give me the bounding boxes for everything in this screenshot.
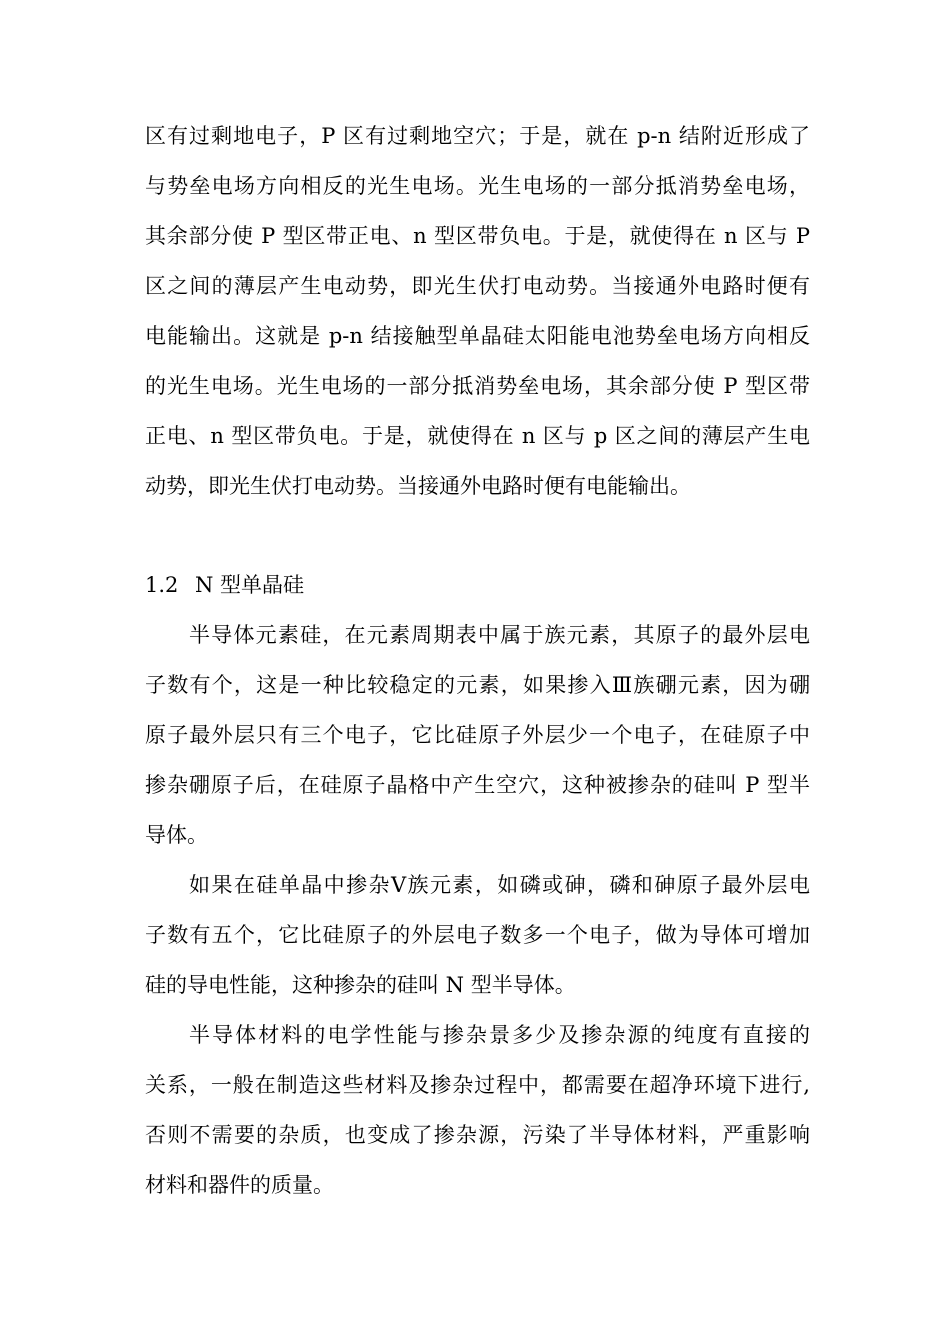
text-line: 如果在硅单晶中掺杂Ⅴ族元素，如磷或砷，磷和砷原子最外层电 — [189, 873, 810, 897]
text-line: 半导体元素硅，在元素周期表中属于族元素，其原子的最外层电 — [189, 623, 810, 647]
text-line: 子数有个，这是一种比较稳定的元素，如果掺入Ⅲ族硼元素，因为硼 — [145, 673, 810, 697]
text-line: 的光生电场。光生电场的一部分抵消势垒电场，其余部分使 P 型区带 — [145, 374, 810, 398]
text-line: 与势垒电场方向相反的光生电场。光生电场的一部分抵消势垒电场， — [145, 174, 810, 198]
section-heading — [145, 560, 304, 610]
text-line: 导体。 — [145, 823, 208, 847]
text-line: 关系，一般在制造这些材料及掺杂过程中，都需要在超净环境下进行, — [145, 1073, 810, 1097]
text-line: 材料和器件的质量。 — [145, 1173, 334, 1197]
text-line: 原子最外层只有三个电子，它比硅原子外层少一个电子，在硅原子中 — [145, 723, 810, 747]
text-line: 电能输出。这就是 p-n 结接触型单晶硅太阳能电池势垒电场方向相反 — [145, 324, 810, 348]
section-number: 1.2 — [145, 573, 179, 597]
text-line: 区之间的薄层产生电动势，即光生伏打电动势。当接通外电路时便有 — [145, 274, 810, 298]
paragraph-n-type — [145, 860, 810, 1010]
text-line: 正电、n 型区带负电。于是，就使得在 n 区与 p 区之间的薄层产生电 — [145, 424, 810, 448]
text-line: 动势，即光生伏打电动势。当接通外电路时便有电能输出。 — [145, 474, 691, 498]
text-line: 否则不需要的杂质，也变成了掺杂源，污染了半导体材料，严重影响 — [145, 1123, 810, 1147]
section-title: N 型单晶硅 — [195, 573, 305, 597]
text-line: 硅的导电性能，这种掺杂的硅叫 N 型半导体。 — [145, 973, 576, 997]
text-line: 半导体材料的电学性能与掺杂景多少及掺杂源的纯度有直接的 — [189, 1023, 810, 1047]
text-line: 区有过剩地电子，P 区有过剩地空穴；于是，就在 p-n 结附近形成了 — [145, 124, 810, 148]
paragraph-pn-junction — [145, 111, 810, 511]
text-line: 掺杂硼原子后，在硅原子晶格中产生空穴，这种被掺杂的硅叫 P 型半 — [145, 773, 810, 797]
paragraph-doping-purity — [145, 1010, 810, 1210]
text-line: 其余部分使 P 型区带正电、n 型区带负电。于是，就使得在 n 区与 P — [145, 224, 810, 248]
text-line: 子数有五个，它比硅原子的外层电子数多一个电子，做为导体可增加 — [145, 923, 810, 947]
paragraph-p-type — [145, 610, 810, 860]
